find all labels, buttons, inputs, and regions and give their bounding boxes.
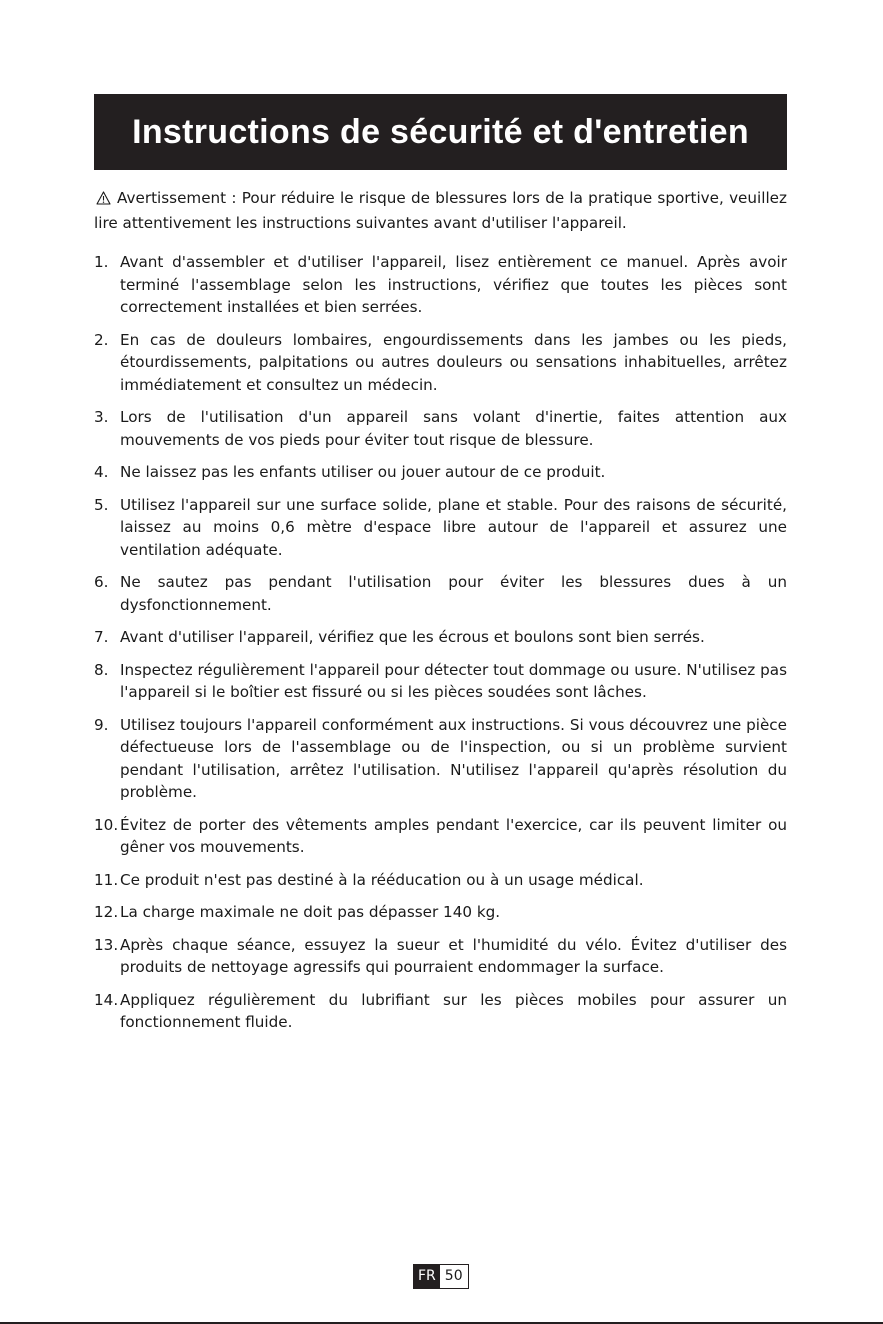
list-item xyxy=(94,251,787,319)
warning-paragraph xyxy=(94,187,787,234)
list-item xyxy=(94,494,787,562)
item-number: 3. xyxy=(94,408,109,426)
list-item xyxy=(94,989,787,1034)
page-number: 50 xyxy=(440,1265,468,1288)
item-text: Après chaque séance, essuyez la sueur et l'humidité du vélo. Évitez d'utiliser des produits de nettoyage agressifs qui pourraient endommager la surface. xyxy=(120,935,787,976)
item-number: 7. xyxy=(94,628,109,646)
title-bar xyxy=(94,94,787,170)
list-item xyxy=(94,934,787,979)
item-text: Ce produit n'est pas destiné à la rééducation ou à un usage médical. xyxy=(120,870,644,889)
item-number: 5. xyxy=(94,495,109,514)
item-text: La charge maximale ne doit pas dépasser 140 kg. xyxy=(120,903,501,921)
item-text: Avant d'utiliser l'appareil, vérifiez que les écrous et boulons sont bien serrés. xyxy=(120,628,705,646)
item-text: Appliquez régulièrement du lubrifiant sur les pièces mobiles pour assurer un fonctionnement fluide. xyxy=(120,990,787,1031)
list-item xyxy=(94,659,787,704)
item-text: Avant d'assembler et d'utiliser l'appareil, lisez entièrement ce manuel. Après avoir terminé l'assemblage selon les instructions, vérifiez que toutes les pièces sont correctement installées et bien serrées. xyxy=(120,253,787,316)
list-item xyxy=(94,461,787,484)
list-item xyxy=(94,869,787,892)
item-number: 11. xyxy=(94,870,119,889)
item-number: 13. xyxy=(94,935,119,954)
item-text: Utilisez l'appareil sur une surface solide, plane et stable. Pour des raisons de sécurité, laissez au moins 0,6 mètre d'espace libre autour de l'appareil et assurez une ventilation adéquate. xyxy=(120,495,787,559)
item-text: Ne sautez pas pendant l'utilisation pour éviter les blessures dues à un dysfonctionnement. xyxy=(120,573,787,614)
item-text: Ne laissez pas les enfants utiliser ou jouer autour de ce produit. xyxy=(120,463,606,481)
list-item xyxy=(94,406,787,451)
list-item xyxy=(94,814,787,859)
item-text: Lors de l'utilisation d'un appareil sans volant d'inertie, faites attention aux mouvements de vos pieds pour éviter tout risque de blessure. xyxy=(120,408,787,449)
list-item xyxy=(94,714,787,804)
list-item xyxy=(94,571,787,616)
item-number: 1. xyxy=(94,253,109,271)
list-item xyxy=(94,329,787,397)
content-area xyxy=(94,187,787,1044)
item-number: 4. xyxy=(94,463,109,481)
item-number: 2. xyxy=(94,330,109,349)
item-number: 12. xyxy=(94,903,119,921)
item-number: 9. xyxy=(94,715,109,734)
page-title: Instructions de sécurité et d'entretien xyxy=(132,112,749,151)
item-text: Utilisez toujours l'appareil conformément aux instructions. Si vous découvrez une pièce défectueuse lors de l'assemblage ou de l'inspection, ou si un problème survient pendant l'utilisation, arrêtez l'utilisation. N'utilisez l'appareil qu'après résolution du problème. xyxy=(120,715,787,801)
item-number: 6. xyxy=(94,573,109,591)
item-text: Inspectez régulièrement l'appareil pour détecter tout dommage ou usure. N'utilisez pas l'appareil si le boîtier est fissuré ou si les pièces soudées sont lâches. xyxy=(120,660,787,701)
item-text: En cas de douleurs lombaires, engourdissements dans les jambes ou les pieds, étourdissements, palpitations ou autres douleurs ou sensations inhabituelles, arrêtez immédiatement et consultez un médecin. xyxy=(120,330,787,394)
item-number: 8. xyxy=(94,660,109,679)
instruction-list xyxy=(94,251,787,1034)
item-text: Évitez de porter des vêtements amples pendant l'exercice, car ils peuvent limiter ou gêner vos mouvements. xyxy=(120,815,787,856)
page-number-badge xyxy=(413,1264,469,1289)
item-number: 14. xyxy=(94,990,119,1009)
list-item xyxy=(94,626,787,649)
language-code: FR xyxy=(414,1265,440,1288)
item-number: 10. xyxy=(94,815,119,834)
list-item xyxy=(94,901,787,924)
warning-triangle-icon xyxy=(96,189,111,212)
warning-text: Avertissement : Pour réduire le risque de blessures lors de la pratique sportive, veuillez lire attentivement les instructions suivantes avant d'utiliser l'appareil. xyxy=(94,189,787,232)
